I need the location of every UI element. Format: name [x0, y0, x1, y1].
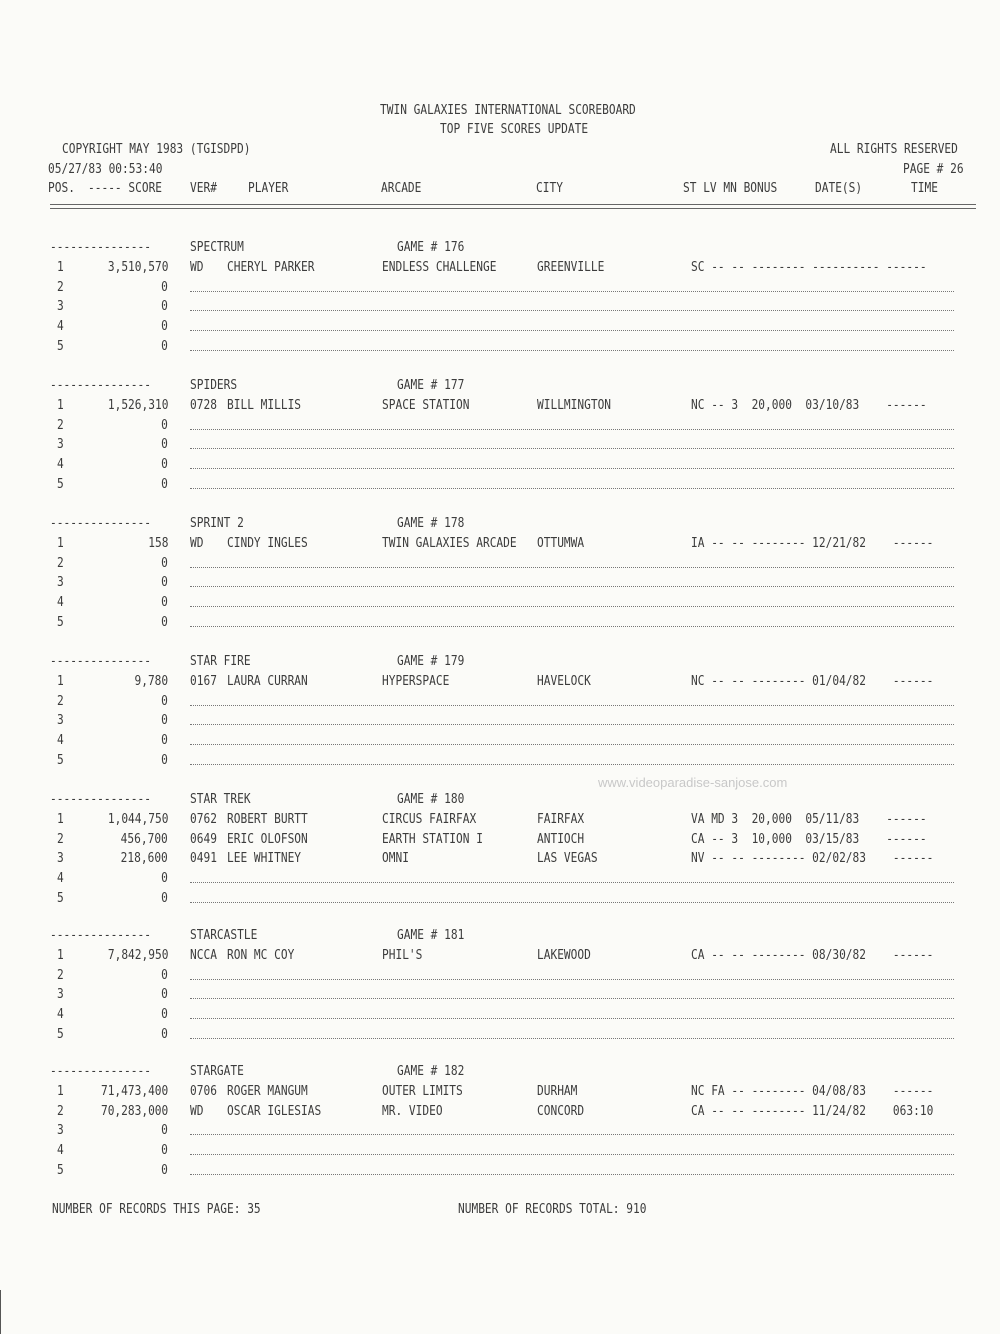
row-player: OSCAR IGLESIAS: [227, 1104, 322, 1119]
row-pos: 5: [57, 615, 64, 630]
row-score: 1,044,750: [107, 812, 168, 827]
row-pos: 4: [57, 733, 64, 748]
empty-row-dots: [190, 310, 954, 311]
row-stats: NV -- -- -------- 02/02/83 ------: [691, 851, 934, 866]
empty-row-dots: [190, 350, 954, 351]
row-score: 0: [161, 1027, 168, 1042]
row-stats: CA -- 3 10,000 03/15/83 ------: [691, 832, 927, 847]
row-ver: WD: [190, 260, 204, 275]
row-score: 0: [161, 595, 168, 610]
row-score: 218,600: [120, 851, 168, 866]
row-score: 456,700: [120, 832, 168, 847]
game-number: GAME # 180: [397, 792, 465, 807]
empty-row-dots: [190, 586, 954, 587]
row-score: 0: [161, 319, 168, 334]
section-dash: ---------------: [50, 928, 151, 943]
records-this-page: NUMBER OF RECORDS THIS PAGE: 35: [52, 1202, 261, 1217]
row-pos: 5: [57, 1163, 64, 1178]
row-score: 0: [161, 694, 168, 709]
game-number: GAME # 177: [397, 378, 465, 393]
row-city: LAS VEGAS: [537, 851, 598, 866]
row-pos: 1: [57, 674, 64, 689]
row-stats: NC FA -- -------- 04/08/83 ------: [691, 1084, 934, 1099]
row-score: 0: [161, 575, 168, 590]
row-city: HAVELOCK: [537, 674, 591, 689]
empty-row-dots: [190, 998, 954, 999]
col-time: TIME: [911, 181, 938, 196]
col-pos: POS.: [48, 181, 75, 196]
row-arcade: TWIN GALAXIES ARCADE: [382, 536, 517, 551]
row-pos: 3: [57, 713, 64, 728]
empty-row-dots: [190, 744, 954, 745]
row-score: 0: [161, 753, 168, 768]
col-arcade: ARCADE: [381, 181, 422, 196]
row-player: ROBERT BURTT: [227, 812, 308, 827]
section-dash: ---------------: [50, 654, 151, 669]
empty-row-dots: [190, 468, 954, 469]
copyright-notice: COPYRIGHT MAY 1983 (TGISDPD): [62, 142, 251, 157]
row-stats: IA -- -- -------- 12/21/82 ------: [691, 536, 934, 551]
row-pos: 4: [57, 1007, 64, 1022]
row-ver: WD: [190, 1104, 204, 1119]
row-pos: 2: [57, 1104, 64, 1119]
row-score: 1,526,310: [107, 398, 168, 413]
row-pos: 5: [57, 891, 64, 906]
empty-row-dots: [190, 764, 954, 765]
section-dash: ---------------: [50, 516, 151, 531]
row-ver: 0167: [190, 674, 217, 689]
row-arcade: CIRCUS FAIRFAX: [382, 812, 477, 827]
row-score: 0: [161, 615, 168, 630]
empty-row-dots: [190, 979, 954, 980]
row-stats: NC -- 3 20,000 03/10/83 ------: [691, 398, 927, 413]
row-city: DURHAM: [537, 1084, 578, 1099]
row-pos: 5: [57, 1027, 64, 1042]
col-city: CITY: [536, 181, 563, 196]
header-divider: [50, 204, 976, 209]
row-player: ERIC OLOFSON: [227, 832, 308, 847]
row-city: GREENVILLE: [537, 260, 605, 275]
row-pos: 2: [57, 418, 64, 433]
row-score: 0: [161, 987, 168, 1002]
row-player: ROGER MANGUM: [227, 1084, 308, 1099]
game-number: GAME # 182: [397, 1064, 465, 1079]
row-player: LAURA CURRAN: [227, 674, 308, 689]
row-pos: 3: [57, 1123, 64, 1138]
row-score: 0: [161, 871, 168, 886]
empty-row-dots: [190, 1174, 954, 1175]
empty-row-dots: [190, 448, 954, 449]
empty-row-dots: [190, 1134, 954, 1135]
row-pos: 4: [57, 457, 64, 472]
row-pos: 4: [57, 871, 64, 886]
empty-row-dots: [190, 488, 954, 489]
row-score: 70,283,000: [100, 1104, 168, 1119]
empty-row-dots: [190, 567, 954, 568]
records-total: NUMBER OF RECORDS TOTAL: 910: [458, 1202, 647, 1217]
row-arcade: OUTER LIMITS: [382, 1084, 463, 1099]
row-ver: WD: [190, 536, 204, 551]
section-dash: ---------------: [50, 240, 151, 255]
row-pos: 2: [57, 968, 64, 983]
row-stats: SC -- -- -------- ---------- ------: [691, 260, 927, 275]
section-dash: ---------------: [50, 792, 151, 807]
row-ver: NCCA: [190, 948, 217, 963]
game-title: STAR FIRE: [190, 654, 251, 669]
game-title: STAR TREK: [190, 792, 251, 807]
game-title: SPRINT 2: [190, 516, 244, 531]
game-number: GAME # 178: [397, 516, 465, 531]
page-number: PAGE # 26: [903, 162, 964, 177]
empty-row-dots: [190, 1018, 954, 1019]
row-pos: 4: [57, 319, 64, 334]
row-score: 0: [161, 1007, 168, 1022]
row-ver: 0491: [190, 851, 217, 866]
row-score: 0: [161, 1163, 168, 1178]
row-ver: 0728: [190, 398, 217, 413]
game-number: GAME # 176: [397, 240, 465, 255]
row-ver: 0762: [190, 812, 217, 827]
row-city: FAIRFAX: [537, 812, 585, 827]
row-arcade: PHIL'S: [382, 948, 423, 963]
page-edge: [0, 1290, 1, 1334]
row-arcade: MR. VIDEO: [382, 1104, 443, 1119]
row-pos: 1: [57, 1084, 64, 1099]
row-arcade: SPACE STATION: [382, 398, 470, 413]
row-score: 0: [161, 457, 168, 472]
game-title: SPECTRUM: [190, 240, 244, 255]
row-player: RON MC COY: [227, 948, 295, 963]
row-score: 0: [161, 968, 168, 983]
row-city: OTTUMWA: [537, 536, 585, 551]
game-title: STARGATE: [190, 1064, 244, 1079]
row-pos: 2: [57, 280, 64, 295]
row-pos: 1: [57, 812, 64, 827]
game-number: GAME # 181: [397, 928, 465, 943]
empty-row-dots: [190, 606, 954, 607]
row-score: 158: [147, 536, 168, 551]
row-pos: 1: [57, 260, 64, 275]
row-arcade: OMNI: [382, 851, 409, 866]
row-pos: 4: [57, 1143, 64, 1158]
row-score: 0: [161, 477, 168, 492]
row-player: LEE WHITNEY: [227, 851, 302, 866]
row-score: 0: [161, 556, 168, 571]
row-score: 0: [161, 280, 168, 295]
row-arcade: HYPERSPACE: [382, 674, 450, 689]
col-st-lv-mn-bonus: ST LV MN BONUS: [683, 181, 778, 196]
row-score: 0: [161, 733, 168, 748]
empty-row-dots: [190, 429, 954, 430]
row-score: 0: [161, 299, 168, 314]
row-score: 0: [161, 437, 168, 452]
row-pos: 1: [57, 536, 64, 551]
row-city: LAKEWOOD: [537, 948, 591, 963]
watermark-text: www.videoparadise-sanjose.com: [598, 775, 788, 790]
row-pos: 5: [57, 339, 64, 354]
row-player: BILL MILLIS: [227, 398, 302, 413]
game-title: STARCASTLE: [190, 928, 258, 943]
row-pos: 3: [57, 437, 64, 452]
game-title: SPIDERS: [190, 378, 238, 393]
empty-row-dots: [190, 330, 954, 331]
empty-row-dots: [190, 1154, 954, 1155]
report-timestamp: 05/27/83 00:53:40: [48, 162, 163, 177]
row-arcade: ENDLESS CHALLENGE: [382, 260, 497, 275]
row-pos: 2: [57, 556, 64, 571]
row-stats: CA -- -- -------- 11/24/82 063:10: [691, 1104, 934, 1119]
row-score: 0: [161, 713, 168, 728]
row-pos: 2: [57, 832, 64, 847]
row-ver: 0649: [190, 832, 217, 847]
page-subtitle: TOP FIVE SCORES UPDATE: [440, 122, 589, 137]
row-pos: 2: [57, 694, 64, 709]
row-pos: 3: [57, 987, 64, 1002]
empty-row-dots: [190, 724, 954, 725]
row-pos: 5: [57, 477, 64, 492]
row-pos: 3: [57, 299, 64, 314]
empty-row-dots: [190, 1038, 954, 1039]
row-pos: 1: [57, 948, 64, 963]
row-player: CINDY INGLES: [227, 536, 308, 551]
row-score: 7,842,950: [107, 948, 168, 963]
row-ver: 0706: [190, 1084, 217, 1099]
col-player: PLAYER: [248, 181, 289, 196]
row-pos: 1: [57, 398, 64, 413]
row-pos: 3: [57, 575, 64, 590]
row-stats: CA -- -- -------- 08/30/82 ------: [691, 948, 934, 963]
row-player: CHERYL PARKER: [227, 260, 315, 275]
row-score: 3,510,570: [107, 260, 168, 275]
row-pos: 5: [57, 753, 64, 768]
row-arcade: EARTH STATION I: [382, 832, 483, 847]
row-score: 0: [161, 1143, 168, 1158]
empty-row-dots: [190, 291, 954, 292]
page-title: TWIN GALAXIES INTERNATIONAL SCOREBOARD: [380, 103, 636, 118]
row-stats: VA MD 3 20,000 05/11/83 ------: [691, 812, 927, 827]
empty-row-dots: [190, 705, 954, 706]
row-score: 0: [161, 418, 168, 433]
row-pos: 4: [57, 595, 64, 610]
col-score: ----- SCORE: [88, 181, 163, 196]
empty-row-dots: [190, 626, 954, 627]
rights-notice: ALL RIGHTS RESERVED: [830, 142, 958, 157]
row-score: 0: [161, 891, 168, 906]
row-score: 9,780: [134, 674, 168, 689]
empty-row-dots: [190, 902, 954, 903]
row-city: CONCORD: [537, 1104, 585, 1119]
game-number: GAME # 179: [397, 654, 465, 669]
row-city: WILLMINGTON: [537, 398, 612, 413]
col-ver: VER#: [190, 181, 217, 196]
row-city: ANTIOCH: [537, 832, 585, 847]
row-score: 0: [161, 1123, 168, 1138]
section-dash: ---------------: [50, 378, 151, 393]
row-stats: NC -- -- -------- 01/04/82 ------: [691, 674, 934, 689]
empty-row-dots: [190, 882, 954, 883]
row-score: 71,473,400: [100, 1084, 168, 1099]
col-dates: DATE(S): [815, 181, 863, 196]
row-pos: 3: [57, 851, 64, 866]
row-score: 0: [161, 339, 168, 354]
section-dash: ---------------: [50, 1064, 151, 1079]
